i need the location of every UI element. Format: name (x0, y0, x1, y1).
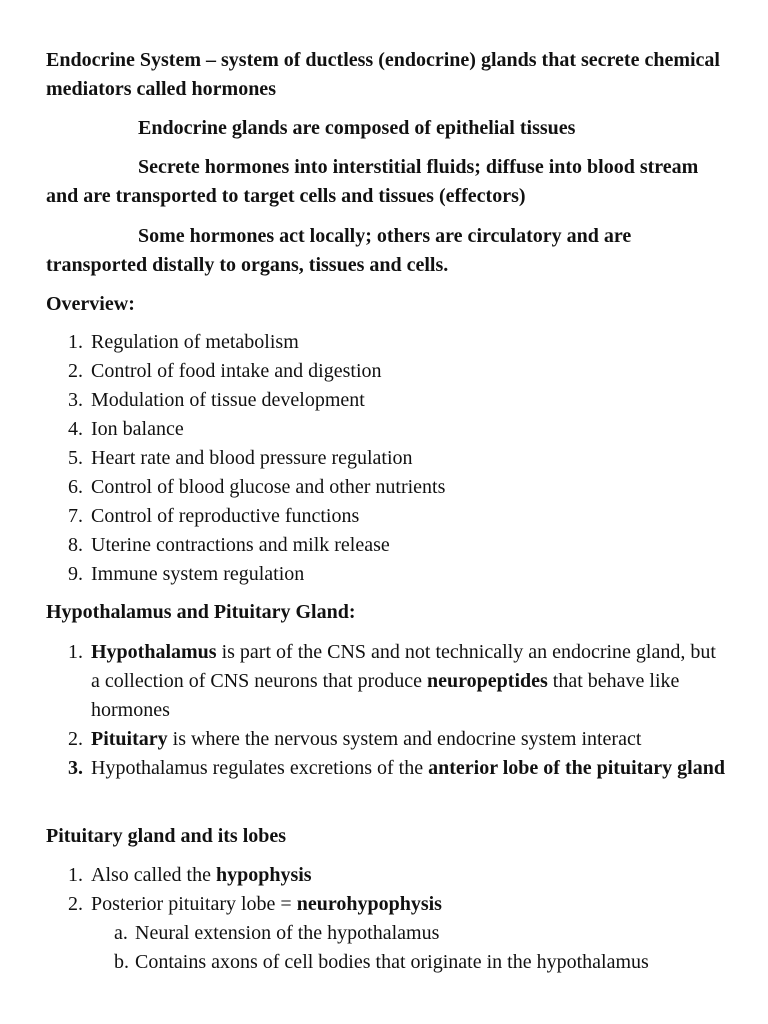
hypothalamus-list (0, 638, 728, 783)
pituitary-sublist (0, 919, 728, 977)
list-item: 1. Also called the hypophysis (68, 864, 312, 886)
overview-heading: Overview: (46, 293, 135, 315)
list-item: 3. Modulation of tissue development (68, 389, 365, 411)
intro-heading: Endocrine System – system of ductless (endocrine) glands that secrete chemical mediators called hormones (46, 49, 720, 100)
list-item: 2. Pituitary is where the nervous system and endocrine system interact (68, 728, 642, 750)
list-item: 9. Immune system regulation (68, 563, 305, 585)
intro-paragraph-2: Secrete hormones into interstitial fluids; diffuse into blood stream and are transported to target cells and tissues (effectors) (46, 156, 699, 207)
list-item: 3. Hypothalamus regulates excretions of the anterior lobe of the pituitary gland (68, 757, 725, 779)
list-item: 1. Hypothalamus is part of the CNS and not technically an endocrine gland, but a collection of CNS neurons that produce neuropeptides that behave like hormones (68, 641, 716, 721)
pituitary-heading: Pituitary gland and its lobes (46, 825, 287, 847)
list-item: 7. Control of reproductive functions (68, 505, 360, 527)
pituitary-list (0, 861, 728, 977)
list-item: 2. Posterior pituitary lobe = neurohypophysis a. Neural extension of the hypothalamus b. Contains axons of cell bodies that originate in the hypothalamus (0, 890, 728, 977)
hypothalamus-heading: Hypothalamus and Pituitary Gland: (46, 601, 356, 623)
intro-paragraph-3: Some hormones act locally; others are circulatory and are transported distally to organs, tissues and cells. (46, 225, 632, 276)
list-item: 8. Uterine contractions and milk release (68, 534, 390, 556)
list-item: 2. Control of food intake and digestion (68, 360, 382, 382)
list-item: 4. Ion balance (68, 418, 184, 440)
list-item: b. Contains axons of cell bodies that originate in the hypothalamus (114, 951, 649, 973)
intro-paragraph-1: Endocrine glands are composed of epithelial tissues (138, 117, 576, 139)
list-item: a. Neural extension of the hypothalamus (114, 922, 440, 944)
list-item: 5. Heart rate and blood pressure regulation (68, 447, 413, 469)
list-item: 6. Control of blood glucose and other nutrients (68, 476, 446, 498)
overview-list (0, 328, 728, 589)
list-item: 1. Regulation of metabolism (68, 331, 299, 353)
